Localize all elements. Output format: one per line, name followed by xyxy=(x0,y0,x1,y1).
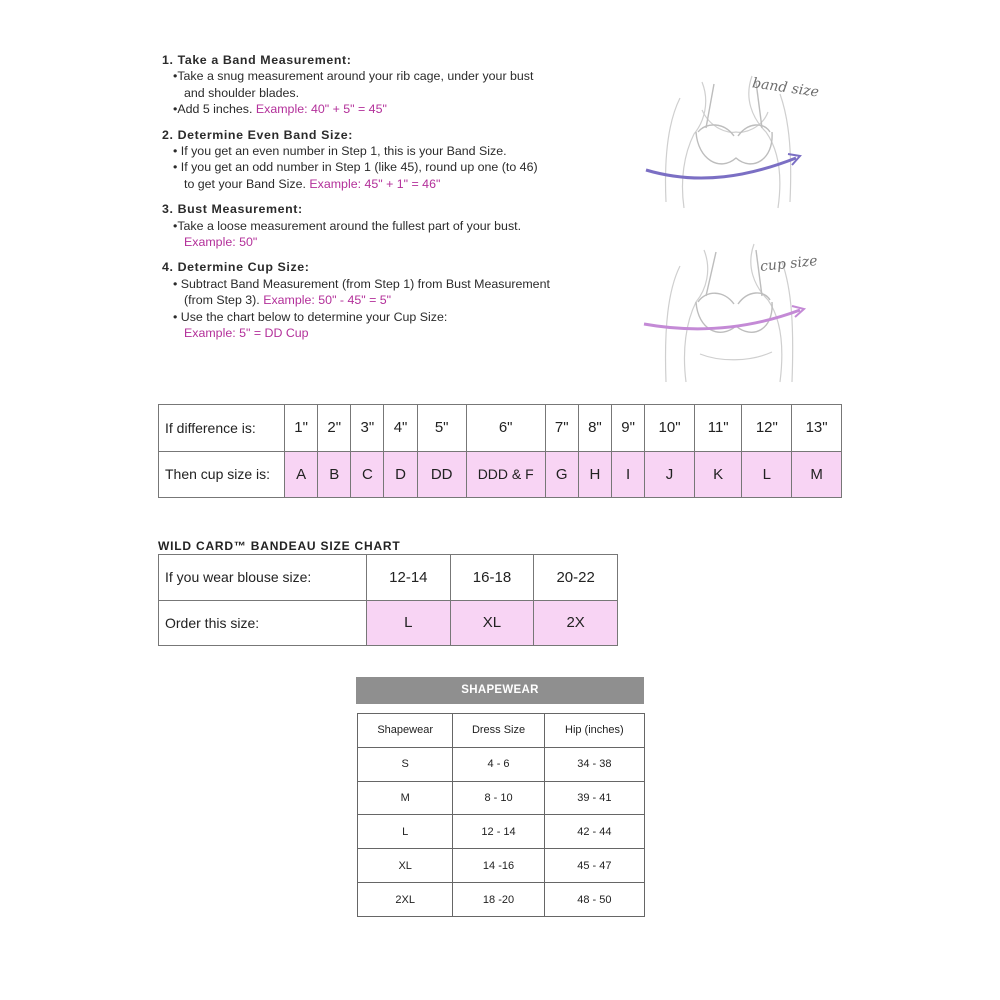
step-title: 3. Bust Measurement: xyxy=(162,202,303,217)
shapewear-cell: 14 -16 xyxy=(453,849,544,883)
shapewear-header-cell: Dress Size xyxy=(453,714,544,748)
cup-cell: I xyxy=(612,451,645,498)
example-text: Example: 45" + 1" = 46" xyxy=(309,176,441,191)
cup-cell: L xyxy=(742,451,792,498)
cup-cell: DD xyxy=(417,451,466,498)
step-line xyxy=(162,85,642,101)
band-size-label: band size xyxy=(751,75,820,101)
order-size-row-label: Order this size: xyxy=(159,600,367,646)
step-line xyxy=(162,143,642,159)
bandeau-size-chart xyxy=(158,554,618,646)
blouse-size-cell: 20-22 xyxy=(534,555,618,601)
difference-cell: 11" xyxy=(694,405,742,452)
example-text: Example: 5" = DD Cup xyxy=(184,326,309,341)
step-text: • Subtract Band Measurement (from Step 1) from Bust Measurement xyxy=(173,276,550,291)
cup-size-row-label: Then cup size is: xyxy=(159,451,285,498)
blouse-size-cell: 16-18 xyxy=(450,555,534,601)
shapewear-title: SHAPEWEAR xyxy=(356,677,644,704)
shapewear-header-cell: Hip (inches) xyxy=(544,714,644,748)
shapewear-cell: M xyxy=(358,781,453,815)
difference-cell: 3" xyxy=(351,405,384,452)
example-text: Example: 50" - 45" = 5" xyxy=(263,293,392,308)
step-line xyxy=(162,292,642,308)
step-text: (from Step 3). xyxy=(184,293,260,308)
difference-cell: 5" xyxy=(417,405,466,452)
table-row xyxy=(358,747,645,781)
cup-size-row xyxy=(159,451,842,498)
cup-cell: G xyxy=(545,451,578,498)
step-line xyxy=(162,325,642,341)
shapewear-cell: 8 - 10 xyxy=(453,781,544,815)
shapewear-header-cell: Shapewear xyxy=(358,714,453,748)
step-text: to get your Band Size. xyxy=(184,176,306,191)
cup-cell: K xyxy=(694,451,742,498)
difference-cell: 10" xyxy=(645,405,695,452)
step-title: 1. Take a Band Measurement: xyxy=(162,53,352,67)
step-line xyxy=(162,68,642,84)
step-line xyxy=(162,309,642,325)
shapewear-cell: XL xyxy=(358,849,453,883)
step-text: •Add 5 inches. xyxy=(173,102,253,117)
difference-row xyxy=(159,405,842,452)
table-row xyxy=(358,781,645,815)
measurement-steps xyxy=(162,52,642,351)
step-text: •Take a loose measurement around the fullest part of your bust. xyxy=(173,218,522,233)
step-line xyxy=(162,176,642,192)
shapewear-header-row xyxy=(358,714,645,748)
example-text: Example: 50" xyxy=(184,235,258,250)
cup-cell: H xyxy=(578,451,611,498)
cup-cell: D xyxy=(384,451,417,498)
order-size-cell: XL xyxy=(450,600,534,646)
difference-cell: 8" xyxy=(578,405,611,452)
shapewear-cell: 2XL xyxy=(358,883,453,917)
cup-size-illustration xyxy=(640,232,840,384)
step-3 xyxy=(162,201,642,250)
step-text: • If you get an odd number in Step 1 (like 45), round up one (to 46) xyxy=(173,160,538,175)
step-text: • Use the chart below to determine your Cup Size: xyxy=(173,309,448,324)
difference-cell: 1" xyxy=(285,405,318,452)
cup-size-chart xyxy=(158,404,842,498)
blouse-size-row-label: If you wear blouse size: xyxy=(159,555,367,601)
table-row xyxy=(358,849,645,883)
difference-cell: 12" xyxy=(742,405,792,452)
table-row xyxy=(358,883,645,917)
shapewear-cell: S xyxy=(358,747,453,781)
step-text: • If you get an even number in Step 1, this is your Band Size. xyxy=(173,144,507,159)
difference-cell: 6" xyxy=(466,405,545,452)
difference-cell: 7" xyxy=(545,405,578,452)
difference-cell: 2" xyxy=(318,405,351,452)
example-text: Example: 40" + 5" = 45" xyxy=(255,102,387,117)
cup-cell: J xyxy=(645,451,695,498)
step-title: 4. Determine Cup Size: xyxy=(162,260,310,275)
blouse-size-row xyxy=(159,555,618,601)
blouse-size-cell: 12-14 xyxy=(367,555,451,601)
shapewear-cell: 34 - 38 xyxy=(544,747,644,781)
step-1 xyxy=(162,52,642,118)
shapewear-cell: 48 - 50 xyxy=(544,883,644,917)
cup-cell: C xyxy=(351,451,384,498)
band-size-illustration xyxy=(640,62,840,212)
order-size-row xyxy=(159,600,618,646)
table-row xyxy=(358,815,645,849)
order-size-cell: L xyxy=(367,600,451,646)
shapewear-cell: 12 - 14 xyxy=(453,815,544,849)
step-line xyxy=(162,276,642,292)
step-line xyxy=(162,234,642,250)
step-line xyxy=(162,218,642,234)
difference-row-label: If difference is: xyxy=(159,405,285,452)
cup-cell: A xyxy=(285,451,318,498)
step-line xyxy=(162,159,642,175)
difference-cell: 9" xyxy=(612,405,645,452)
step-4 xyxy=(162,259,642,341)
step-text: and shoulder blades. xyxy=(184,85,300,100)
cup-cell: B xyxy=(318,451,351,498)
cup-size-label: cup size xyxy=(759,253,819,275)
shapewear-cell: 39 - 41 xyxy=(544,781,644,815)
bandeau-chart-title: WILD CARD™ BANDEAU SIZE CHART xyxy=(158,539,401,553)
cup-cell: M xyxy=(792,451,842,498)
difference-cell: 13" xyxy=(792,405,842,452)
shapewear-cell: 42 - 44 xyxy=(544,815,644,849)
step-title: 2. Determine Even Band Size: xyxy=(162,127,354,142)
order-size-cell: 2X xyxy=(534,600,618,646)
shapewear-cell: 45 - 47 xyxy=(544,849,644,883)
difference-cell: 4" xyxy=(384,405,417,452)
shapewear-size-chart xyxy=(357,713,645,917)
shapewear-cell: L xyxy=(358,815,453,849)
step-2 xyxy=(162,127,642,193)
step-text: •Take a snug measurement around your rib cage, under your bust xyxy=(173,69,534,84)
shapewear-cell: 4 - 6 xyxy=(453,747,544,781)
cup-cell: DDD & F xyxy=(466,451,545,498)
shapewear-cell: 18 -20 xyxy=(453,883,544,917)
step-line xyxy=(162,101,642,117)
